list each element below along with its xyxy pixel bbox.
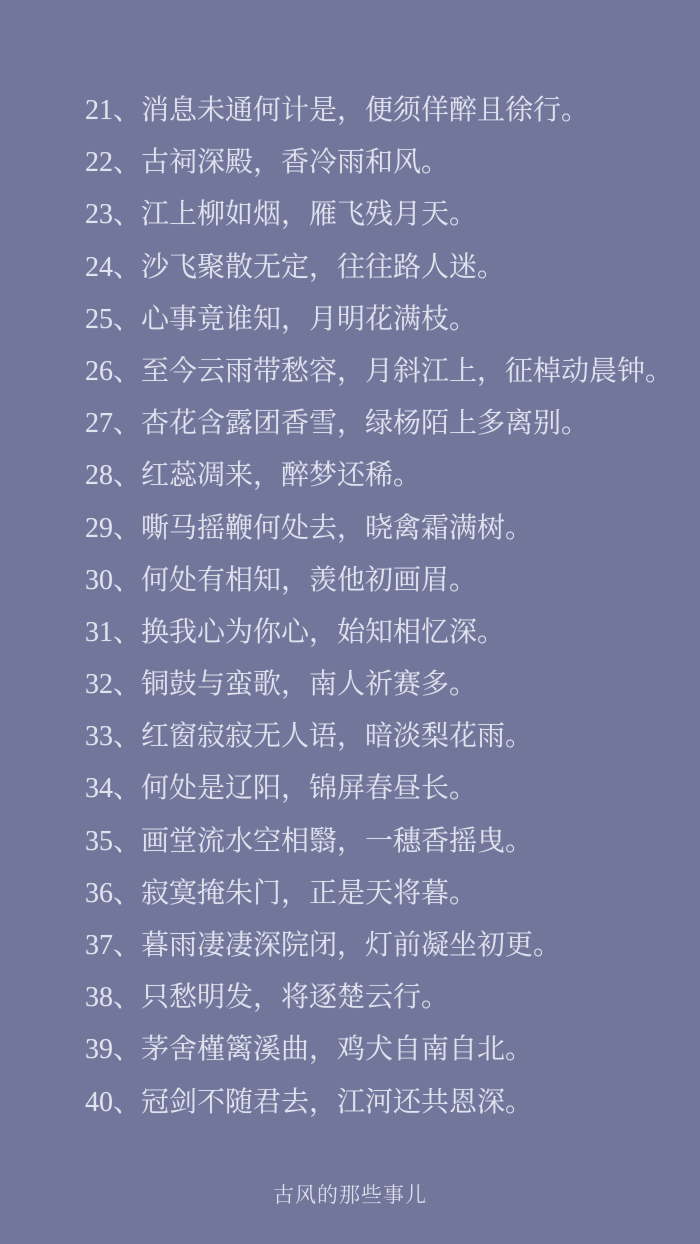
line-text: 消息未通何计是，便须佯醉且徐行。 <box>141 95 590 126</box>
line-number: 28、 <box>85 460 142 492</box>
footer-credit: 古风的那些事儿 <box>273 1182 427 1207</box>
line-text: 古祠深殿，香冷雨和风。 <box>141 147 450 179</box>
poem-line <box>85 711 690 763</box>
line-text: 嘶马摇鞭何处去，晓禽霜满树。 <box>141 512 534 544</box>
poem-line <box>85 607 690 659</box>
line-number: 26、 <box>85 355 142 387</box>
line-text: 画堂流水空相翳，一穗香摇曳。 <box>141 825 534 857</box>
poem-line <box>85 398 690 450</box>
line-text: 心事竟谁知，月明花满枝。 <box>141 303 478 335</box>
poem-line <box>85 1077 690 1129</box>
line-text: 至今云雨带愁容，月斜江上，征棹动晨钟。 <box>141 355 674 387</box>
line-number: 32、 <box>85 669 142 701</box>
line-text: 茅舍槿篱溪曲，鸡犬自南自北。 <box>141 1034 534 1066</box>
poem-line <box>85 189 690 241</box>
line-number: 21、 <box>85 95 142 126</box>
line-text: 沙飞聚散无定，往往路人迷。 <box>141 251 506 283</box>
line-number: 24、 <box>85 251 142 283</box>
line-text: 何处有相知，羡他初画眉。 <box>141 564 478 596</box>
poem-line <box>85 816 690 868</box>
line-text: 何处是辽阳，锦屏春昼长。 <box>141 773 478 805</box>
poem-line <box>85 503 690 555</box>
poem-line <box>85 920 690 972</box>
line-text: 换我心为你心，始知相忆深。 <box>141 616 506 648</box>
line-number: 30、 <box>85 564 142 596</box>
poem-line <box>85 346 690 398</box>
line-number: 35、 <box>85 825 142 857</box>
poem-line <box>85 137 690 189</box>
poem-line <box>85 659 690 711</box>
line-number: 34、 <box>85 773 142 805</box>
line-text: 杏花含露团香雪，绿杨陌上多离别。 <box>141 408 590 440</box>
line-number: 27、 <box>85 408 142 440</box>
poem-line <box>85 763 690 815</box>
line-number: 22、 <box>85 147 142 179</box>
line-number: 33、 <box>85 721 142 753</box>
line-text: 只愁明发，将逐楚云行。 <box>141 982 450 1014</box>
line-number: 37、 <box>85 930 142 961</box>
line-number: 36、 <box>85 877 142 909</box>
line-text: 红蕊凋来，醉梦还稀。 <box>141 460 422 492</box>
line-text: 江上柳如烟，雁飞残月天。 <box>141 199 478 231</box>
line-text: 红窗寂寂无人语，暗淡梨花雨。 <box>141 721 534 753</box>
poem-line <box>85 1024 690 1076</box>
poem-line <box>85 242 690 294</box>
line-number: 31、 <box>85 616 142 648</box>
line-number: 39、 <box>85 1034 142 1066</box>
line-text: 寂寞掩朱门，正是天将暮。 <box>141 877 478 909</box>
line-number: 38、 <box>85 982 142 1014</box>
poem-line <box>85 868 690 920</box>
line-number: 40、 <box>85 1086 142 1118</box>
line-text: 铜鼓与蛮歌，南人祈赛多。 <box>141 669 478 701</box>
poem-line <box>85 294 690 346</box>
poem-line <box>85 555 690 607</box>
line-text: 暮雨凄凄深院闭，灯前凝坐初更。 <box>141 930 562 961</box>
line-number: 25、 <box>85 303 142 335</box>
poem-line <box>85 972 690 1024</box>
poem-line <box>85 450 690 502</box>
line-text: 冠剑不随君去，江河还共恩深。 <box>141 1086 534 1118</box>
line-number: 23、 <box>85 199 142 231</box>
poem-line <box>85 85 690 137</box>
line-number: 29、 <box>85 512 142 544</box>
